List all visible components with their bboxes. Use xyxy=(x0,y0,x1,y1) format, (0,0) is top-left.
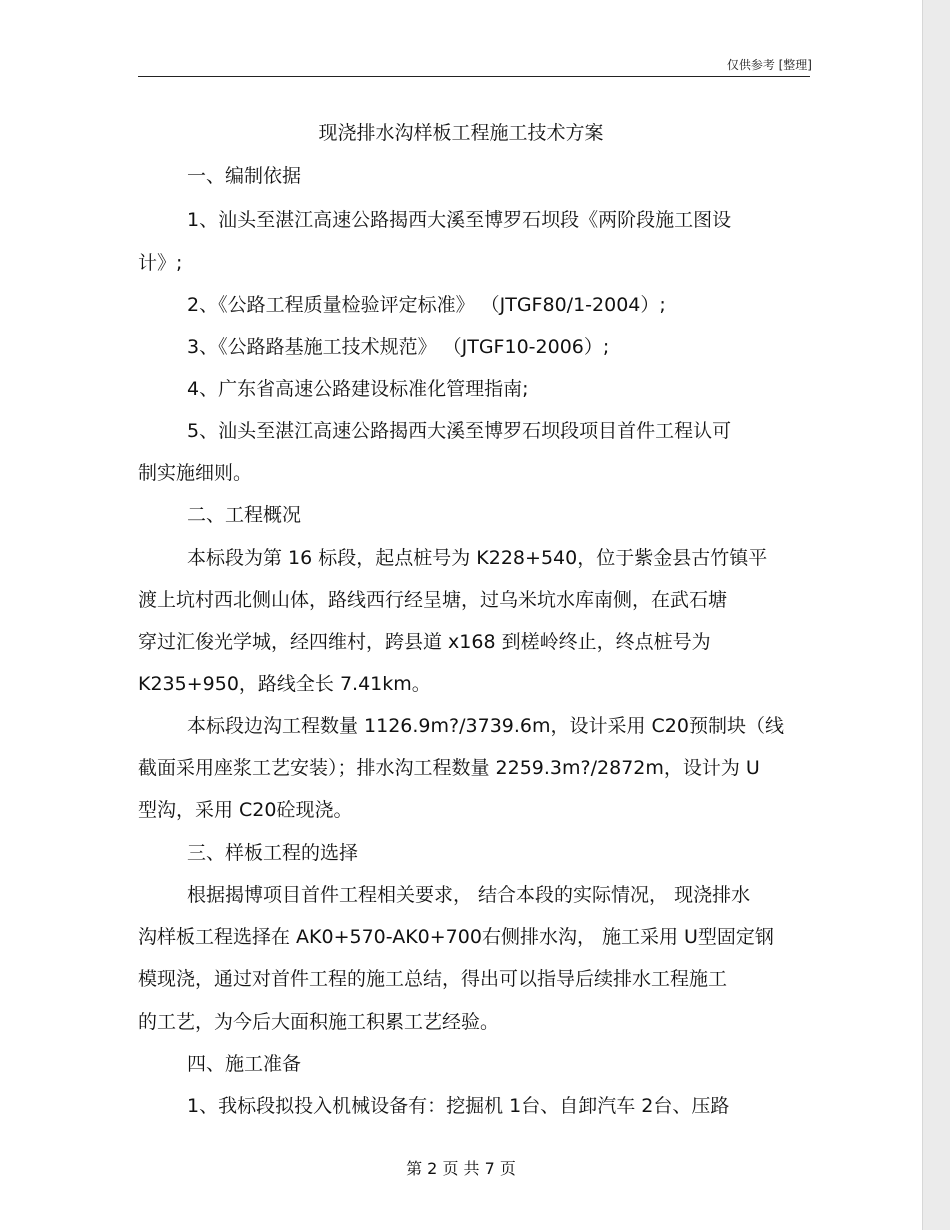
paragraph-line: 计》; xyxy=(138,252,183,274)
paragraph-line: 渡上坑村西北侧山体，路线西行经呈塘，过乌米坑水库南侧，在武石塘 xyxy=(138,589,728,611)
paragraph-line: 截面采用座浆工艺安装）；排水沟工程数量 2259.3m?/2872m，设计为 U xyxy=(138,757,760,779)
section-heading: 四、施工准备 xyxy=(187,1053,302,1075)
section-heading: 一、编制依据 xyxy=(187,165,302,187)
paragraph-line: 型沟，采用 C20砼现浇。 xyxy=(138,799,353,821)
paragraph-line: 4、广东省高速公路建设标准化管理指南; xyxy=(187,378,529,400)
header-text: 仅供参考 [整理] xyxy=(726,58,812,72)
paragraph-line: 的工艺，为今后大面积施工积累工艺经验。 xyxy=(138,1011,500,1033)
paragraph-line: 3、《公路路基施工技术规范》 （JTGF10-2006）; xyxy=(187,336,610,358)
paragraph-line: 沟样板工程选择在 AK0+570-AK0+700右侧排水沟， 施工采用 U型固定钢 xyxy=(138,926,774,948)
section-heading: 二、工程概况 xyxy=(187,504,302,526)
paragraph-line: 穿过汇俊光学城，经四维村，跨县道 x168 到槎岭终止，终点桩号为 xyxy=(138,631,711,653)
paragraph-line: 根据揭博项目首件工程相关要求， 结合本段的实际情况， 现浇排水 xyxy=(187,884,751,906)
paragraph-line: 5、汕头至湛江高速公路揭西大溪至博罗石坝段项目首件工程认可 xyxy=(187,420,732,442)
header-rule xyxy=(138,76,810,77)
paragraph-line: K235+950，路线全长 7.41km。 xyxy=(138,673,431,695)
paragraph-line: 本标段为第 16 标段，起点桩号为 K228+540，位于紫金县古竹镇平 xyxy=(187,547,768,569)
paragraph-line: 1、我标段拟投入机械设备有：挖掘机 1台、自卸汽车 2台、压路 xyxy=(187,1095,730,1117)
paragraph-line: 模现浇，通过对首件工程的施工总结，得出可以指导后续排水工程施工 xyxy=(138,968,728,990)
paragraph-line: 2、《公路工程质量检验评定标准》 （JTGF80/1-2004）; xyxy=(187,294,666,316)
paragraph-line: 1、汕头至湛江高速公路揭西大溪至博罗石坝段《两阶段施工图设 xyxy=(187,209,732,231)
paragraph-line: 本标段边沟工程数量 1126.9m?/3739.6m，设计采用 C20预制块（线 xyxy=(187,715,784,737)
document-title: 现浇排水沟样板工程施工技术方案 xyxy=(318,122,604,144)
section-heading: 三、样板工程的选择 xyxy=(187,842,359,864)
page-footer: 第 2 页 共 7 页 xyxy=(406,1159,516,1178)
paragraph-line: 制实施细则。 xyxy=(138,462,253,484)
